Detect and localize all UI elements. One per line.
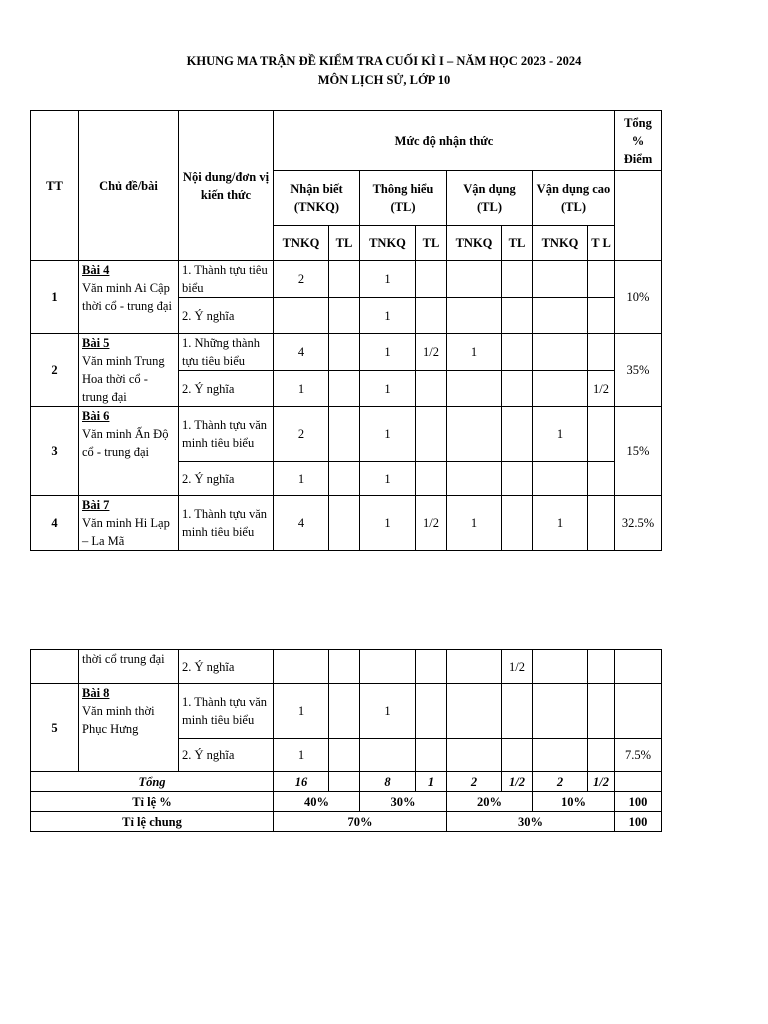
ratio-cell: 10% xyxy=(533,792,615,812)
count-cell xyxy=(416,462,447,496)
content-unit: 1. Thành tựu văn minh tiêu biểu xyxy=(179,496,274,551)
lesson-title: Văn minh Trung Hoa thời cổ - trung đại xyxy=(82,354,165,404)
count-cell: 1 xyxy=(533,407,588,462)
count-cell xyxy=(588,407,615,462)
lesson-title: Văn minh Hi Lạp – La Mã xyxy=(82,516,170,548)
subheader-tl: T L xyxy=(588,226,615,261)
count-cell xyxy=(329,261,360,298)
overall-ratio-total: 100 xyxy=(615,812,662,832)
count-cell: 1 xyxy=(360,261,416,298)
lesson-title: Văn minh thời Phục Hưng xyxy=(82,704,155,736)
count-cell xyxy=(416,298,447,334)
topic-cell xyxy=(79,684,179,772)
count-cell: 1/2 xyxy=(416,334,447,371)
header-chu-de: Chủ đề/bài xyxy=(79,111,179,261)
count-cell: 1 xyxy=(360,496,416,551)
count-cell xyxy=(447,739,502,772)
count-cell xyxy=(588,298,615,334)
count-cell xyxy=(274,650,329,684)
topic-cell xyxy=(79,261,179,334)
ratio-cell: 30% xyxy=(360,792,447,812)
lesson-number: Bài 5 xyxy=(82,336,110,350)
count-cell: 1 xyxy=(360,334,416,371)
table-row xyxy=(31,650,662,684)
lesson-title: Văn minh Ai Cập thời cổ - trung đại xyxy=(82,281,172,313)
count-cell xyxy=(416,650,447,684)
content-unit: 1. Thành tựu văn minh tiêu biểu xyxy=(179,407,274,462)
subheader-tl: TL xyxy=(416,226,447,261)
row-number: 1 xyxy=(31,261,79,334)
topic-cell xyxy=(79,334,179,407)
count-cell xyxy=(588,261,615,298)
sum-total xyxy=(615,772,662,792)
ratio-cell: 20% xyxy=(447,792,533,812)
count-cell xyxy=(416,407,447,462)
count-cell: 1 xyxy=(274,684,329,739)
header-van-dung: Vận dụng (TL) xyxy=(447,171,533,226)
count-cell xyxy=(447,261,502,298)
header-tt: TT xyxy=(31,111,79,261)
sum-cell: 1/2 xyxy=(588,772,615,792)
count-cell xyxy=(447,298,502,334)
sum-cell: 16 xyxy=(274,772,329,792)
count-cell xyxy=(502,496,533,551)
content-unit: 2. Ý nghĩa xyxy=(179,298,274,334)
matrix-table-part2 xyxy=(30,649,662,832)
sum-row xyxy=(31,772,662,792)
count-cell: 1 xyxy=(533,496,588,551)
total-percent: 7.5% xyxy=(615,739,662,772)
header-van-dung-cao: Vận dụng cao (TL) xyxy=(533,171,615,226)
overall-ratio-row xyxy=(31,812,662,832)
overall-ratio-cell: 30% xyxy=(447,812,615,832)
count-cell xyxy=(329,298,360,334)
count-cell xyxy=(588,650,615,684)
sum-label: Tổng xyxy=(31,772,274,792)
count-cell xyxy=(502,261,533,298)
count-cell xyxy=(533,739,588,772)
count-cell xyxy=(588,334,615,371)
count-cell xyxy=(360,739,416,772)
table-row xyxy=(31,407,662,462)
lesson-number: Bài 6 xyxy=(82,409,110,423)
header-muc-do: Mức độ nhận thức xyxy=(274,111,615,171)
total-percent: 10% xyxy=(615,261,662,334)
count-cell xyxy=(502,739,533,772)
count-cell xyxy=(533,371,588,407)
subheader-tnkq: TNKQ xyxy=(447,226,502,261)
lesson-number: Bài 8 xyxy=(82,686,110,700)
sum-cell: 1 xyxy=(416,772,447,792)
content-unit: 1. Thành tựu tiêu biểu xyxy=(179,261,274,298)
count-cell xyxy=(329,739,360,772)
count-cell xyxy=(360,650,416,684)
ratio-total: 100 xyxy=(615,792,662,812)
count-cell xyxy=(588,684,615,739)
subheader-tl: TL xyxy=(502,226,533,261)
count-cell: 1 xyxy=(360,462,416,496)
count-cell xyxy=(329,496,360,551)
header-tong: Tổng % Điểm xyxy=(615,111,662,171)
count-cell xyxy=(329,371,360,407)
overall-ratio-cell: 70% xyxy=(274,812,447,832)
count-cell xyxy=(447,371,502,407)
table-row xyxy=(31,261,662,298)
subheader-tnkq: TNKQ xyxy=(274,226,329,261)
count-cell xyxy=(447,650,502,684)
sum-cell xyxy=(329,772,360,792)
count-cell: 1 xyxy=(447,334,502,371)
count-cell xyxy=(274,298,329,334)
count-cell xyxy=(588,462,615,496)
count-cell: 2 xyxy=(274,407,329,462)
count-cell xyxy=(502,371,533,407)
row-number xyxy=(31,650,79,684)
count-cell xyxy=(533,684,588,739)
content-unit: 2. Ý nghĩa xyxy=(179,371,274,407)
total-percent xyxy=(615,650,662,684)
count-cell xyxy=(533,298,588,334)
document-title: KHUNG MA TRẬN ĐỀ KIỂM TRA CUỐI KÌ I – NĂM HỌC 2023 - 2024 xyxy=(186,54,582,68)
count-cell: 1 xyxy=(274,462,329,496)
row-number: 3 xyxy=(31,407,79,496)
sum-cell: 2 xyxy=(533,772,588,792)
ratio-cell: 40% xyxy=(274,792,360,812)
count-cell: 1 xyxy=(360,684,416,739)
count-cell xyxy=(416,371,447,407)
count-cell xyxy=(416,684,447,739)
count-cell xyxy=(533,462,588,496)
content-unit: 2. Ý nghĩa xyxy=(179,739,274,772)
lesson-title: Văn minh Ấn Độ cổ - trung đại xyxy=(82,427,169,459)
sum-cell: 2 xyxy=(447,772,502,792)
sum-cell: 8 xyxy=(360,772,416,792)
count-cell xyxy=(329,334,360,371)
content-unit: 2. Ý nghĩa xyxy=(179,462,274,496)
content-unit: 1. Thành tựu văn minh tiêu biểu xyxy=(179,684,274,739)
table-row xyxy=(31,684,662,739)
lesson-number: Bài 4 xyxy=(82,263,110,277)
total-percent xyxy=(615,684,662,739)
count-cell xyxy=(588,739,615,772)
lesson-title-continued: thời cổ trung đại xyxy=(79,650,179,684)
matrix-table-part1 xyxy=(30,110,662,551)
content-unit: 1. Những thành tựu tiêu biểu xyxy=(179,334,274,371)
header-tong-blank xyxy=(615,171,662,261)
subheader-tnkq: TNKQ xyxy=(533,226,588,261)
count-cell xyxy=(329,650,360,684)
count-cell: 1 xyxy=(447,496,502,551)
count-cell xyxy=(416,739,447,772)
count-cell xyxy=(447,407,502,462)
table-row xyxy=(31,334,662,371)
count-cell xyxy=(502,334,533,371)
row-number: 2 xyxy=(31,334,79,407)
count-cell xyxy=(533,261,588,298)
ratio-row xyxy=(31,792,662,812)
count-cell xyxy=(329,462,360,496)
subheader-tl: TL xyxy=(329,226,360,261)
topic-cell xyxy=(79,407,179,496)
content-unit: 2. Ý nghĩa xyxy=(179,650,274,684)
row-number: 5 xyxy=(31,684,79,772)
header-noi-dung: Nội dung/đơn vị kiến thức xyxy=(179,111,274,261)
total-percent: 32.5% xyxy=(615,496,662,551)
ratio-label: Tỉ lệ % xyxy=(31,792,274,812)
count-cell xyxy=(329,684,360,739)
count-cell xyxy=(588,496,615,551)
count-cell xyxy=(329,407,360,462)
count-cell xyxy=(502,298,533,334)
sum-cell: 1/2 xyxy=(502,772,533,792)
count-cell xyxy=(447,462,502,496)
count-cell xyxy=(502,684,533,739)
total-percent: 15% xyxy=(615,407,662,496)
subheader-tnkq: TNKQ xyxy=(360,226,416,261)
count-cell: 4 xyxy=(274,334,329,371)
document-subtitle: MÔN LỊCH SỬ, LỚP 10 xyxy=(317,73,451,87)
count-cell: 4 xyxy=(274,496,329,551)
row-number: 4 xyxy=(31,496,79,551)
count-cell xyxy=(533,650,588,684)
table-row xyxy=(31,496,662,551)
header-thong-hieu: Thông hiểu (TL) xyxy=(360,171,447,226)
count-cell xyxy=(416,261,447,298)
count-cell: 1 xyxy=(274,739,329,772)
count-cell xyxy=(502,462,533,496)
header-nhan-biet: Nhận biết (TNKQ) xyxy=(274,171,360,226)
count-cell: 1 xyxy=(274,371,329,407)
count-cell: 1 xyxy=(360,298,416,334)
count-cell: 1 xyxy=(360,407,416,462)
count-cell xyxy=(502,407,533,462)
overall-ratio-label: Tỉ lệ chung xyxy=(31,812,274,832)
count-cell: 2 xyxy=(274,261,329,298)
lesson-number: Bài 7 xyxy=(82,498,110,512)
count-cell: 1/2 xyxy=(502,650,533,684)
topic-cell xyxy=(79,496,179,551)
count-cell xyxy=(533,334,588,371)
count-cell: 1 xyxy=(360,371,416,407)
total-percent: 35% xyxy=(615,334,662,407)
count-cell: 1/2 xyxy=(416,496,447,551)
count-cell: 1/2 xyxy=(588,371,615,407)
count-cell xyxy=(447,684,502,739)
